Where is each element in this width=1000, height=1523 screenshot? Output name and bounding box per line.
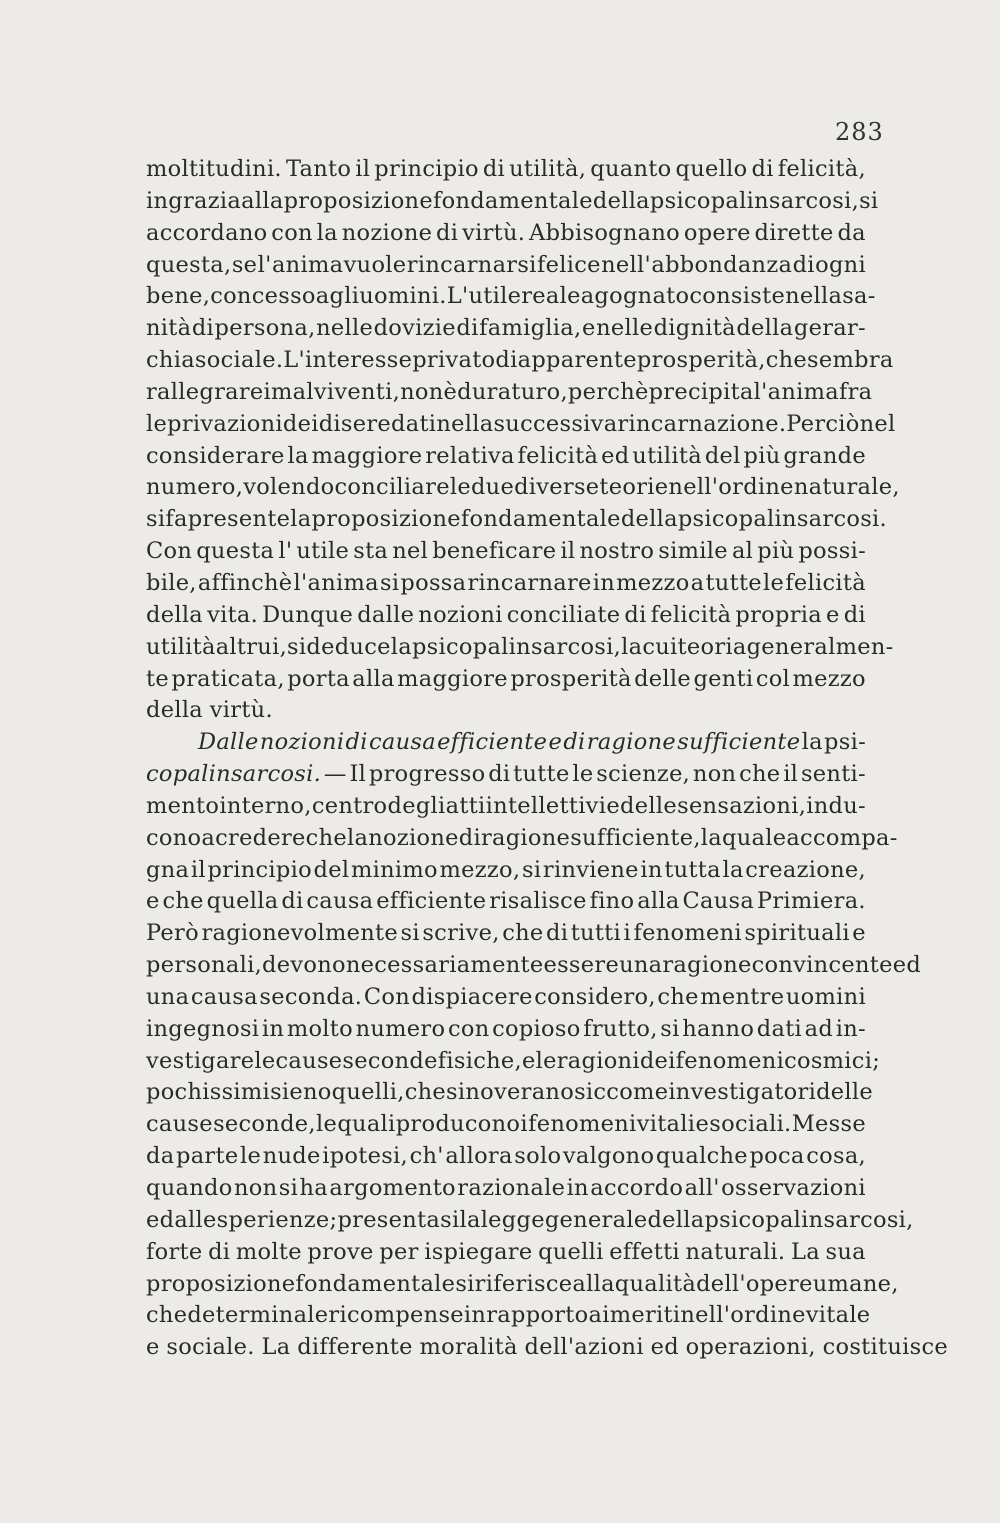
text-line: forte di molte prove per ispiegare quelli effetti naturali. La sua — [146, 1238, 866, 1265]
text-line: proposizione fondamentale si riferisce alla qualità dell'opere umane, — [146, 1270, 899, 1297]
text-line: bile, affinchè l'anima si possa rincarnare in mezzo a tutte le felicità — [146, 569, 866, 596]
page-number: 283 — [835, 118, 884, 146]
text-line: che determina le ricompense in rapporto ai meriti nell'ordine vitale — [146, 1302, 871, 1329]
text-line: pochissimi sieno quelli, che si noverano siccome investigatori delle — [146, 1079, 874, 1106]
text-line: nità di persona, nelle dovizie di famiglia, e nelle dignità della gerar- — [146, 315, 866, 342]
text-line: moltitudini. Tanto il principio di utilità, quanto quello di felicità, — [146, 156, 866, 182]
text-line: e che quella di causa efficiente risalisce fino alla Causa Primiera. — [146, 888, 866, 915]
text-line: chia sociale. L'interesse privato di apparente prosperità, che sembra — [146, 347, 894, 374]
text-line: vestigare le cause seconde fisiche, e le ragioni dei fenomeni cosmici; — [146, 1047, 881, 1074]
text-line: copalinsarcosi. — Il progresso di tutte le scienze, non che il senti- — [146, 761, 866, 788]
text-line: Però ragionevolmente si scrive, che di tutti i fenomeni spirituali e — [146, 920, 866, 947]
text-line: cono a credere che la nozione di ragione sufficiente, la quale accompa- — [146, 824, 898, 851]
text-line: in grazia alla proposizione fondamentale della psicopalinsarcosi, si — [146, 187, 879, 214]
body-text — [146, 154, 949, 1364]
text-line: ed alle sperienze; presentasi la legge generale della psicopalinsarcosi, — [146, 1206, 914, 1233]
text-line: della vita. Dunque dalle nozioni conciliate di felicità propria e di — [146, 601, 866, 628]
text-line: accordano con la nozione di virtù. Abbisognano opere dirette da — [146, 219, 866, 246]
text-line: cause seconde, le quali producono i fenomeni vitali e sociali. Messe — [146, 1111, 866, 1138]
text-line: le privazioni dei diseredati nella successiva rincarnazione. Perciò nel — [146, 410, 896, 437]
text-line: utilità altrui, si deduce la psicopalinsarcosi, la cui teoria generalmen- — [146, 633, 894, 660]
text-line: Con questa l' utile sta nel beneficare il nostro simile al più possi- — [146, 538, 866, 565]
text-line: Dalle nozioni di causa efficiente e di ragione sufficiente la psi- — [198, 729, 866, 756]
text-line: da parte le nude ipotesi, ch' allora solo valgono qualche poca cosa, — [146, 1143, 866, 1170]
text-line: rallegrare i malviventi, non è duraturo, perchè precipita l'anima fra — [146, 378, 873, 405]
text-line: personali, devono necessariamente essere una ragione convincente ed — [146, 952, 922, 979]
text-line: si fa presente la proposizione fondamentale della psicopalinsarcosi. — [146, 506, 887, 533]
text-line: numero, volendo conciliare le due diverse teorie nell'ordine naturale, — [146, 474, 900, 501]
text-line: quando non si ha argomento razionale in accordo all' osservazioni — [146, 1175, 866, 1201]
text-line: considerare la maggiore relativa felicità ed utilità del più grande — [146, 442, 866, 469]
text-line: gna il principio del minimo mezzo, si rinviene in tutta la creazione, — [146, 856, 866, 883]
text-line: della virtù. — [146, 697, 273, 724]
text-line: ingegnosi in molto numero con copioso frutto, si hanno dati ad in- — [146, 1015, 866, 1042]
text-line: una causa seconda. Con dispiacere considero, che mentre uomini — [146, 983, 866, 1010]
text-line: e sociale. La differente moralità dell'azioni ed operazioni, costituisce — [146, 1334, 949, 1361]
text-line: te praticata, porta alla maggiore prosperità delle genti col mezzo — [146, 665, 866, 692]
text-line: questa, se l' anima vuole rincarnarsi felice nell' abbondanza di ogni — [146, 251, 866, 278]
text-line: bene, concesso agli uomini. L'utile reale agognato consiste nella sa- — [146, 283, 876, 310]
text-line: mento interno, centro degli atti intellettivi e delle sensazioni, indu- — [146, 792, 866, 819]
